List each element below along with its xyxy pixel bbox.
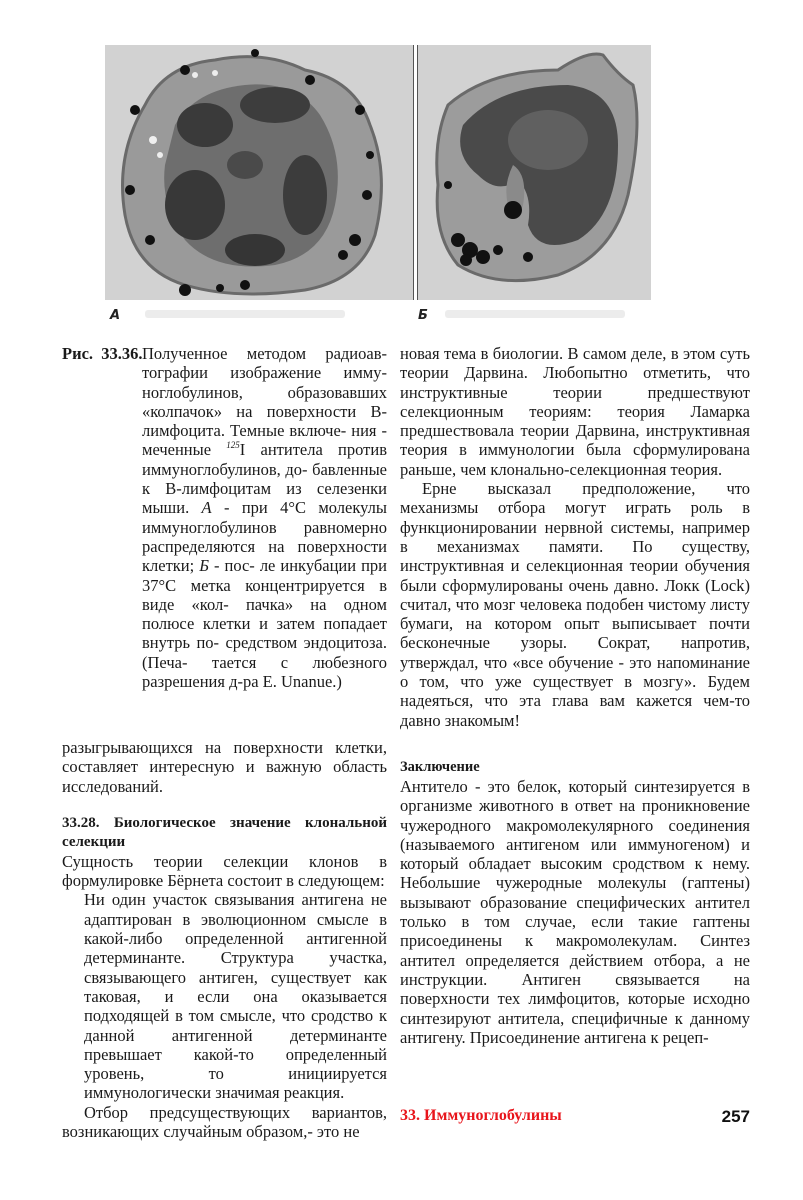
- right-column: [400, 344, 750, 1047]
- burnet-quote: Ни один участок связывания антигена не адаптирован в эволюционном смысле в какой-либо определенной антигенной детерминанте. Структура участка, связывающего антиген, существует как таковая, и если она оказывается подходящей в том смысле, что сродство к данной антигенной детерминанте превышает какой-то определенный уровень, то инициируется иммунологически значимая реакция.: [84, 890, 387, 1103]
- paragraph-closing: Отбор предсуществующих вариантов, возникающих случайным образом,- это не: [62, 1102, 387, 1142]
- caption-line: «колпачок» на поверхности: [142, 401, 357, 421]
- caption-line: равномерно распределяются: [142, 517, 387, 556]
- chapter-title: 33. Иммуноглобулины: [400, 1107, 562, 1124]
- caption-line: против иммуноглобулинов, до-: [142, 440, 387, 479]
- paragraph-intro: Сущность теории селекции клонов в формулировке Бёрнета состоит в следующем:: [62, 851, 387, 891]
- caption-line: на поверхности клетки;: [142, 536, 388, 576]
- paragraph-continuation: разыгрывающихся на поверхности клетки, составляет интересную и важную область исследований.: [62, 738, 387, 796]
- caption-line: пачка» на одном полюсе клетки: [142, 594, 387, 634]
- caption-line: - пос-: [208, 556, 255, 576]
- paragraph-conclusion: Антитело - это белок, который синтезируется в организме животного в ответ на проникновение чужеродного макромолекулярного соединения (называемого антигеном или иммуногеном) и который обладает высоким сродством к нему. Небольшие чужеродные молекулы (гаптены) вызывают образование специфических антител только в том случае, если такие гаптены присоединены к макромолекулам. Синтез антител определяется действием отбора, а не инструкции. Антиген связывается на поверхности тех лимфоцитов, которые исходно синтезируют антитела, специфичные к данному антигену. Присоединение антигена к рецеп-: [400, 776, 750, 1047]
- caption-line: В-лимфоцита. Темные включе-: [142, 401, 387, 441]
- caption-line: бавленные к В-лимфоцитам из: [142, 459, 387, 499]
- section-heading-33-28: 33.28. Биологическое значение клональной селекции: [62, 814, 387, 850]
- caption-line: средством эндоцитоза. (Печа-: [142, 633, 387, 672]
- panel-b-label: Б: [418, 308, 428, 323]
- page-number: 257: [721, 1107, 750, 1126]
- caption-line: ле инкубации при 37°C метка: [142, 556, 388, 595]
- caption-line: тается с любезного разрешения: [142, 652, 387, 692]
- isotope-symbol: I: [239, 440, 246, 460]
- paragraph-jerne: Ерне высказал предположение, что механизмы отбора могут играть роль в функционировании нервной системы, например в механизмах памяти. По существу, инструктивная и селекционная теории обучения были сформулированы очень давно. Локк (Lock) считал, что мозг человека подобен чистому листу бумаги, на котором опыт выписывает почти бесконечные узоры. Сократ, напротив, утверждал, что «все обучение - это напоминание о том, что уже существует в мозгу». Будем надеяться, что эта глава вам кажется чем-то давно знакомым!: [400, 479, 750, 730]
- left-column: [62, 738, 387, 1141]
- caption-text: [142, 344, 387, 691]
- micrograph-panel-b: [417, 45, 651, 300]
- caption-line: ноглобулинов, образовавших: [142, 382, 387, 402]
- caption-line: Полученное методом радиоав-: [142, 344, 387, 363]
- bleed-through-text: [445, 310, 625, 318]
- caption-line: тографии изображение имму-: [142, 363, 387, 383]
- caption-line: и затем попадает внутрь по-: [142, 614, 387, 653]
- page-footer: [400, 1107, 750, 1129]
- panel-b-ref: Б: [199, 556, 209, 576]
- isotope-mass-number: 125: [226, 440, 240, 451]
- bleed-through-text: [145, 310, 345, 318]
- caption-line: селезенки мыши.: [142, 479, 388, 518]
- caption-line: антитела: [245, 440, 323, 460]
- paragraph-darwin: новая тема в биологии. В самом деле, в этом суть теории Дарвина. Любопытно отметить, что инструктивные теории предшествуют селекционным теориям: теория Ламарка предшествовала теории Дарвина, инструктивная теория в иммунологии была сформулирована раньше, чем клонально-селекционная теория.: [400, 344, 750, 479]
- figure-number: Рис. 33.36.: [62, 344, 143, 363]
- caption-line: молекулы иммуноглобулинов: [142, 498, 387, 537]
- cell-a-image: [105, 45, 413, 300]
- caption-line: концентрируется в виде «кол-: [142, 575, 387, 614]
- conclusion-heading: Заключение: [400, 758, 480, 775]
- micrograph-panel-a: [105, 45, 414, 300]
- caption-line: ния - меченные: [142, 421, 388, 460]
- panel-a-ref: А: [201, 498, 212, 518]
- caption-line: - при 4°C: [211, 498, 306, 518]
- panel-a-label: А: [110, 308, 121, 323]
- cell-b-image: [418, 45, 651, 300]
- figure-33-36: [105, 40, 750, 340]
- caption-line: д-ра E. Unanue.): [229, 672, 342, 692]
